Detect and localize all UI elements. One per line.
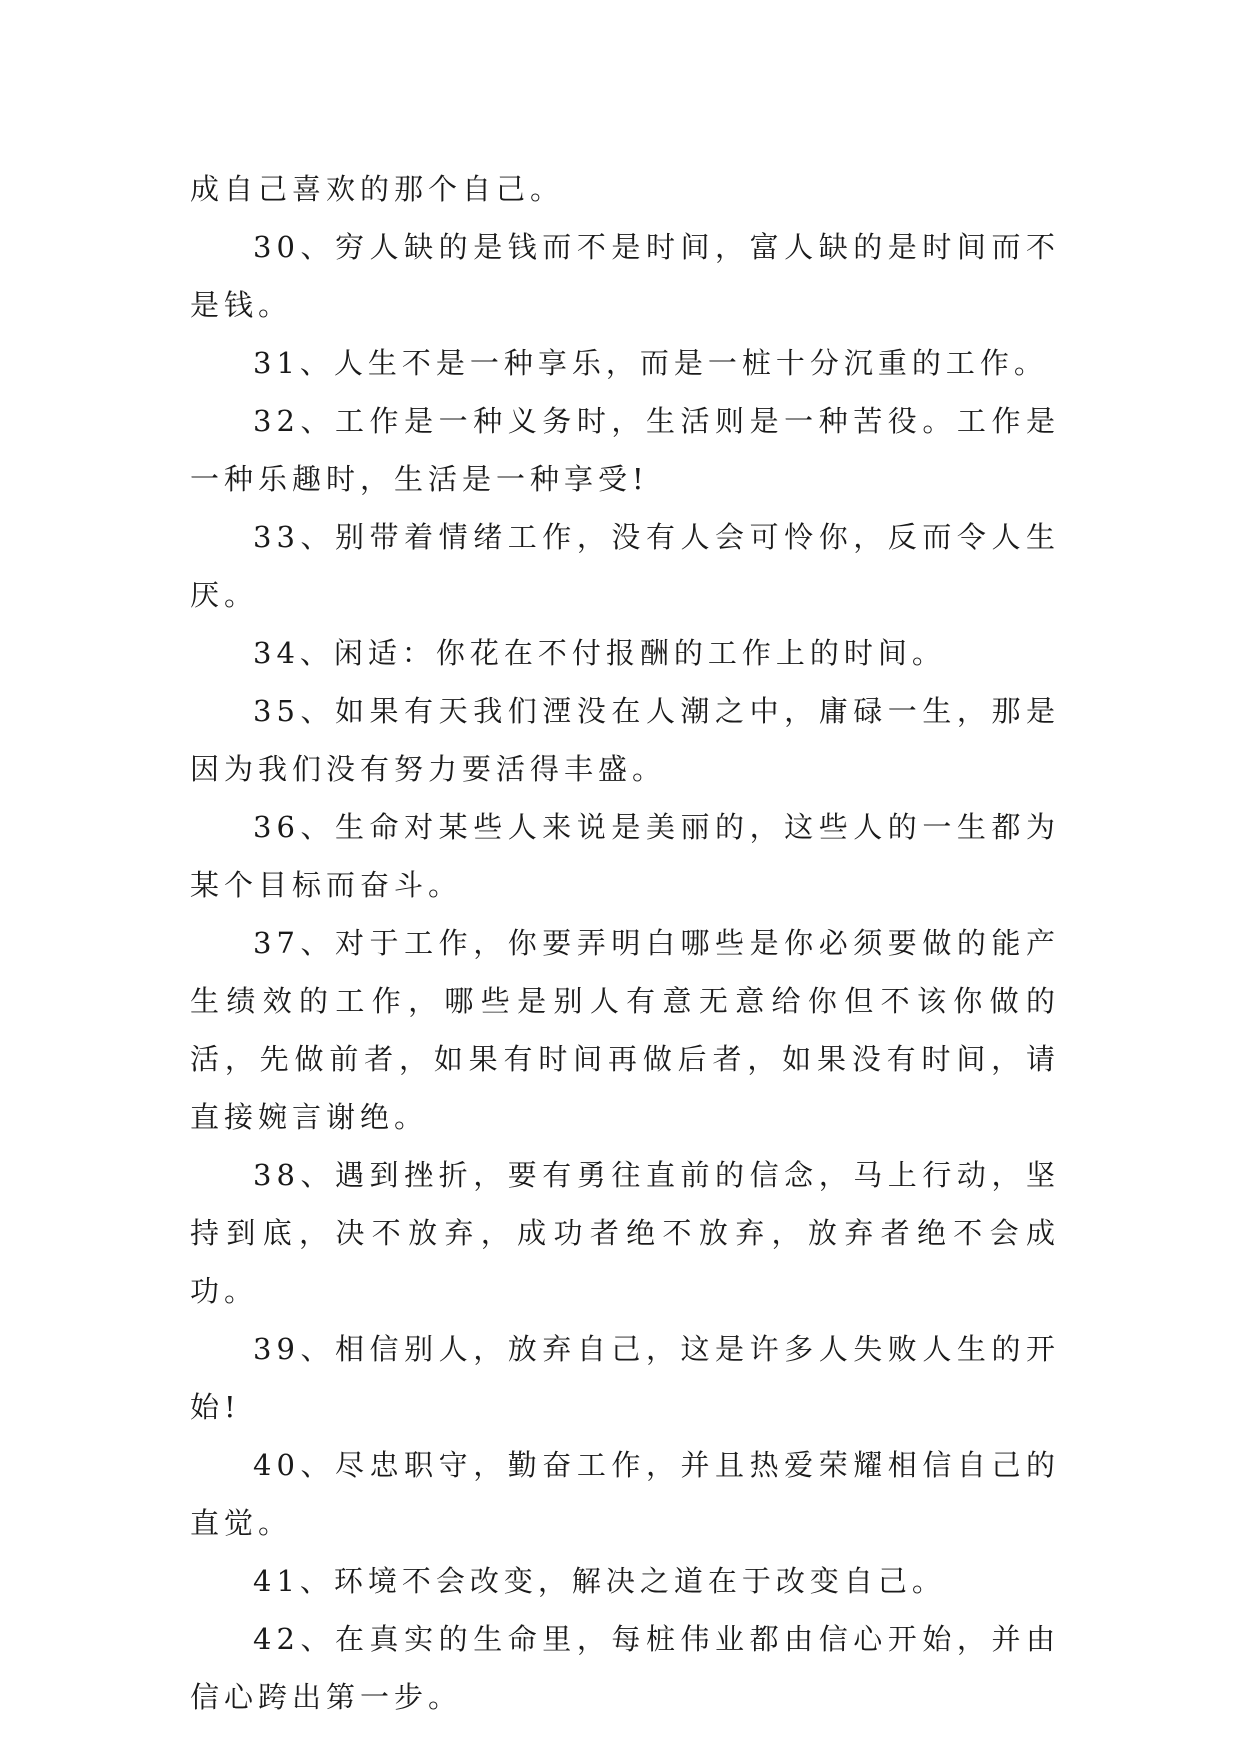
- paragraph-item: 34、闲适：你花在不付报酬的工作上的时间。: [253, 636, 946, 670]
- paragraph-item: 30、穷人缺的是钱而不是时间，富人缺的是时间而不是钱。: [190, 230, 1060, 322]
- paragraph-item: 33、别带着情绪工作，没有人会可怜你，反而令人生厌。: [190, 520, 1060, 612]
- paragraph-continuation: 成自己喜欢的那个自己。: [190, 172, 565, 206]
- paragraph-item: 32、工作是一种义务时，生活则是一种苦役。工作是一种乐趣时，生活是一种享受!: [190, 404, 1060, 496]
- paragraph-item: 39、相信别人，放弃自己，这是许多人失败人生的开始!: [190, 1332, 1060, 1424]
- paragraph-item: 40、尽忠职守，勤奋工作，并且热爱荣耀相信自己的直觉。: [190, 1448, 1060, 1540]
- paragraph-item: 35、如果有天我们湮没在人潮之中，庸碌一生，那是因为我们没有努力要活得丰盛。: [190, 694, 1060, 786]
- paragraph-item: 36、生命对某些人来说是美丽的，这些人的一生都为某个目标而奋斗。: [190, 810, 1060, 902]
- document-body: [190, 160, 1060, 1726]
- paragraph-item: 41、环境不会改变，解决之道在于改变自己。: [253, 1564, 946, 1598]
- paragraph-item: 38、遇到挫折，要有勇往直前的信念，马上行动，坚持到底，决不放弃，成功者绝不放弃，放弃者绝不会成功。: [190, 1158, 1060, 1308]
- paragraph-item: 37、对于工作，你要弄明白哪些是你必须要做的能产生绩效的工作，哪些是别人有意无意给你但不该你做的活，先做前者，如果有时间再做后者，如果没有时间，请直接婉言谢绝。: [190, 926, 1060, 1134]
- paragraph-item: 42、在真实的生命里，每桩伟业都由信心开始，并由信心跨出第一步。: [190, 1622, 1060, 1714]
- paragraph-item: 31、人生不是一种享乐，而是一桩十分沉重的工作。: [253, 346, 1048, 380]
